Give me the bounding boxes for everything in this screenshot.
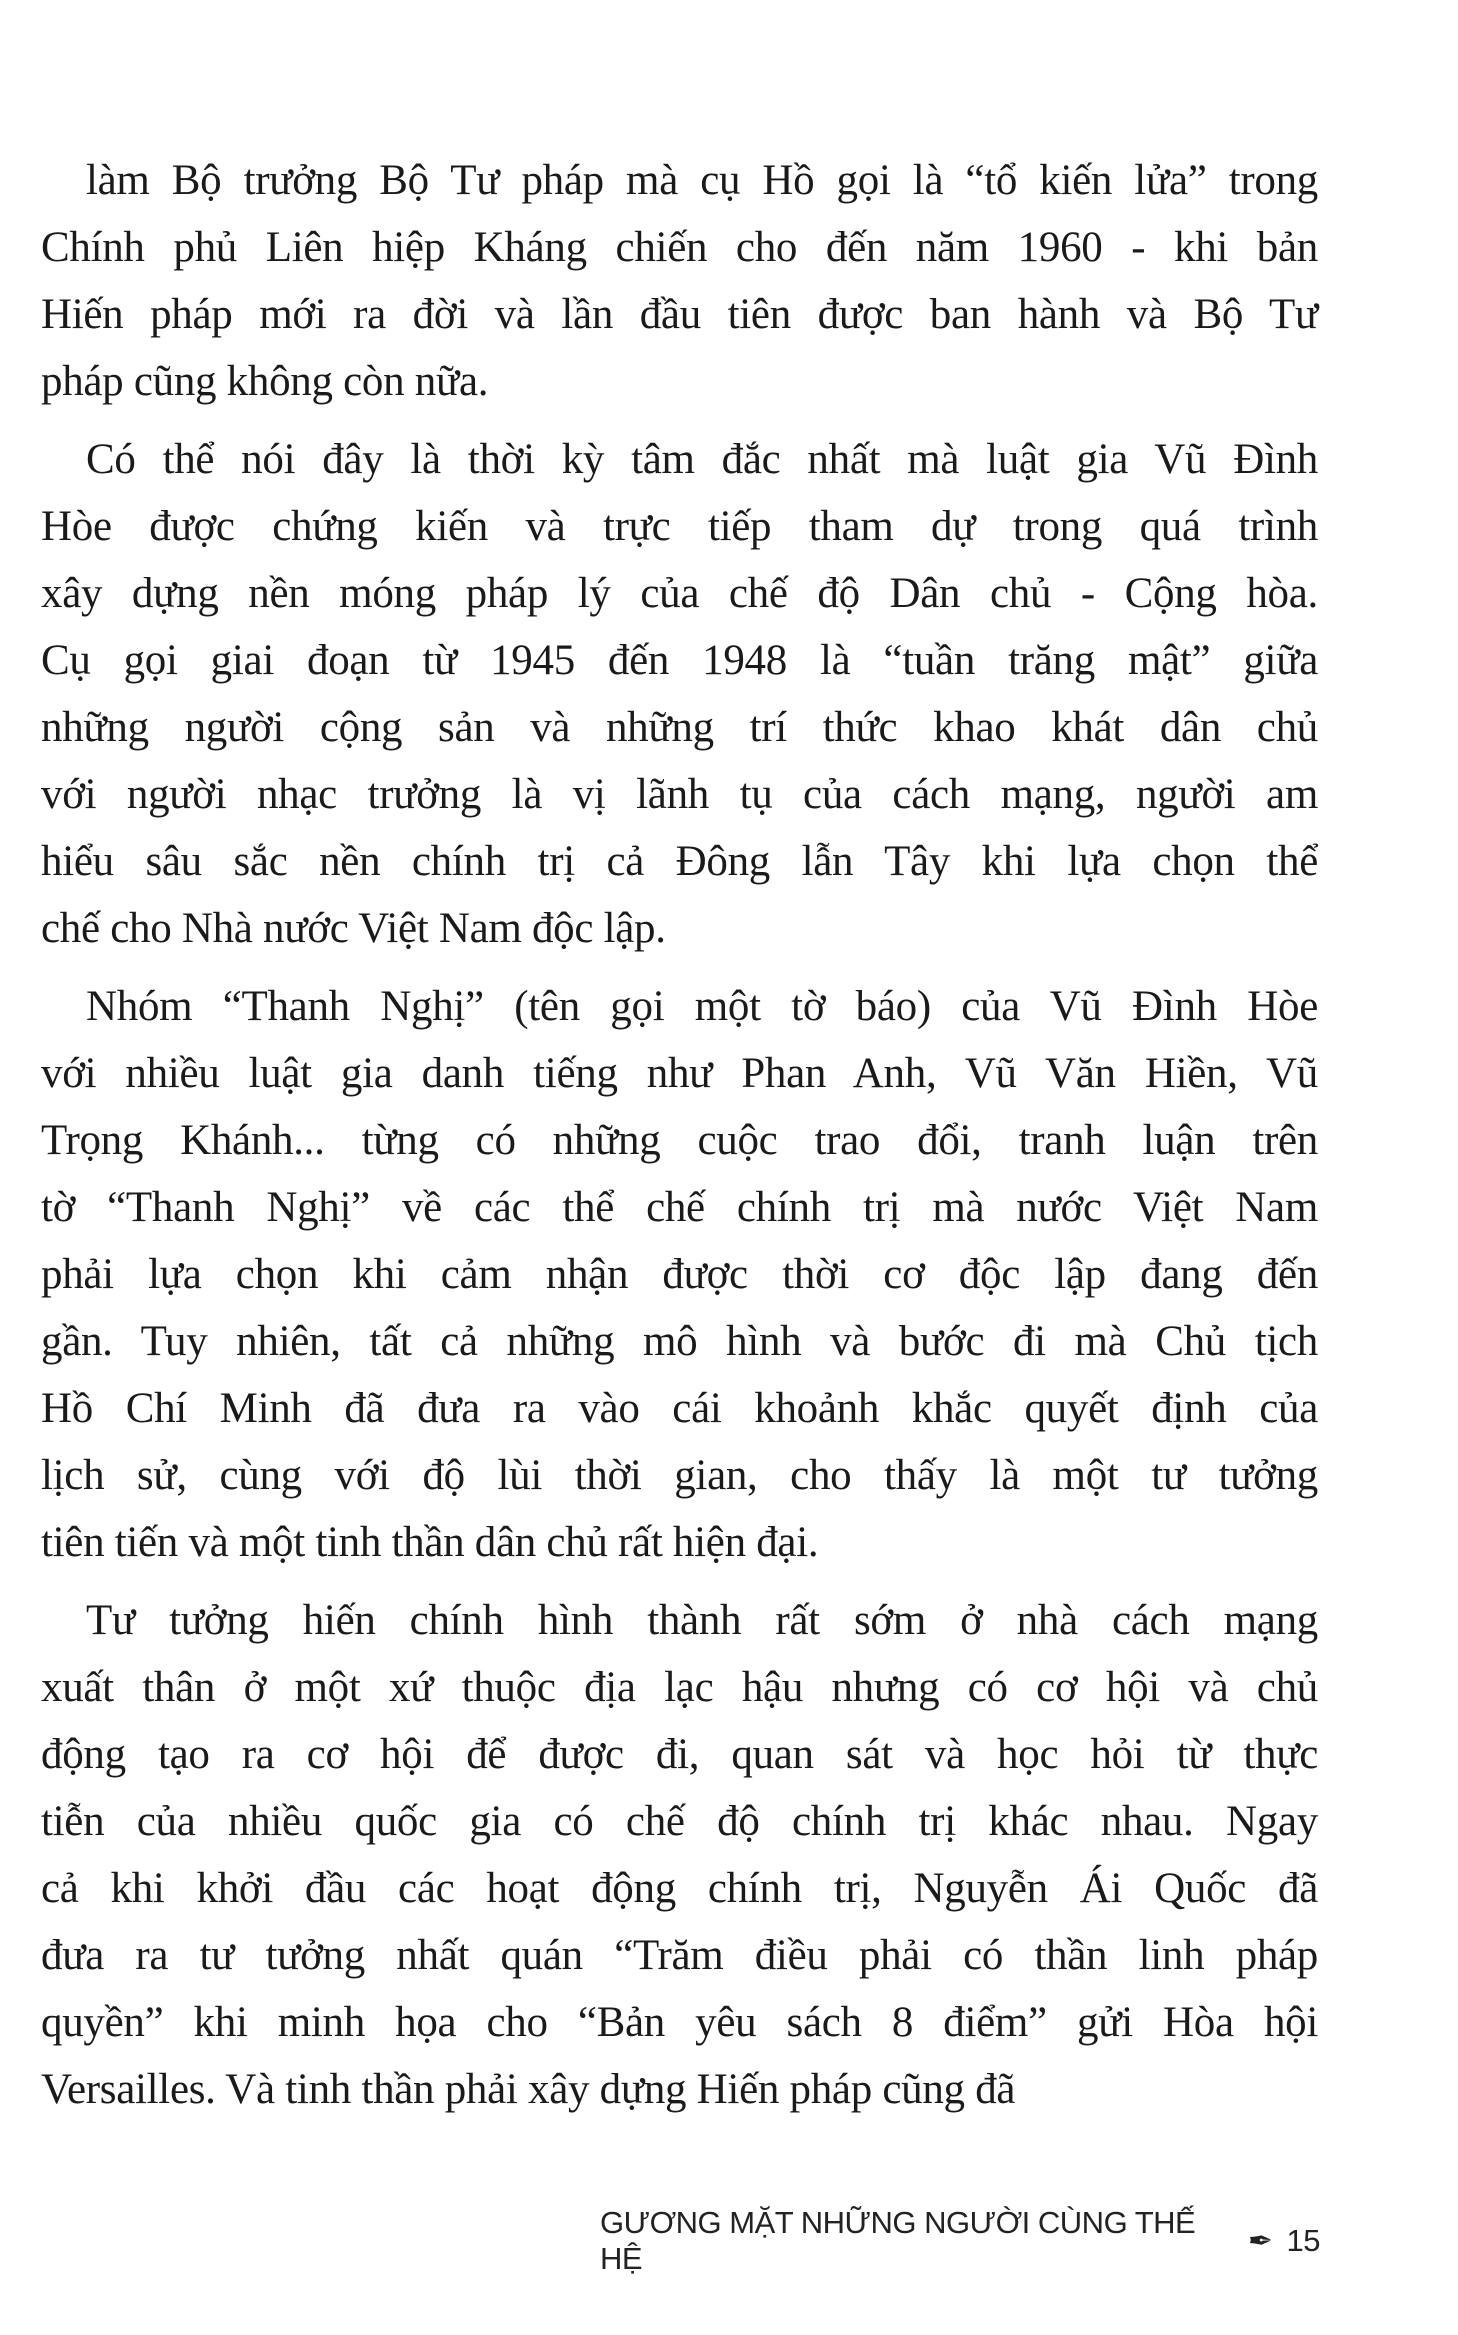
text-line: xuất thân ở một xứ thuộc địa lạc hậu nhưng có cơ hội và chủ [41, 1664, 1318, 1711]
text-line: Nhóm “Thanh Nghị” (tên gọi một tờ báo) của Vũ Đình Hòe [86, 983, 1318, 1030]
text-line: lịch sử, cùng với độ lùi thời gian, cho thấy là một tư tưởng [41, 1452, 1318, 1499]
text-line: pháp cũng không còn nữa. [41, 358, 489, 405]
paragraph [41, 1587, 1318, 2123]
text-line: Trọng Khánh... từng có những cuộc trao đổi, tranh luận trên [41, 1117, 1318, 1164]
text-line: tiên tiến và một tinh thần dân chủ rất hiện đại. [41, 1519, 819, 1566]
page-body [41, 147, 1318, 2134]
paragraph [41, 426, 1318, 962]
text-line: Chính phủ Liên hiệp Kháng chiến cho đến năm 1960 - khi bản [41, 224, 1318, 271]
text-line: với nhiều luật gia danh tiếng như Phan Anh, Vũ Văn Hiền, Vũ [41, 1050, 1318, 1097]
paragraph [41, 147, 1318, 415]
text-line: gần. Tuy nhiên, tất cả những mô hình và bước đi mà Chủ tịch [41, 1318, 1318, 1365]
text-line: cả khi khởi đầu các hoạt động chính trị, Nguyễn Ái Quốc đã [41, 1865, 1318, 1912]
page-number: 15 [1286, 2223, 1320, 2258]
running-title: GƯƠNG MẶT NHỮNG NGƯỜI CÙNG THẾ HỆ [600, 2205, 1196, 2276]
text-line: hiểu sâu sắc nền chính trị cả Đông lẫn Tây khi lựa chọn thể [41, 838, 1318, 885]
page-footer [600, 2205, 1320, 2277]
text-line: Có thể nói đây là thời kỳ tâm đắc nhất mà luật gia Vũ Đình [86, 436, 1318, 483]
text-line: những người cộng sản và những trí thức khao khát dân chủ [41, 704, 1318, 751]
text-line: quyền” khi minh họa cho “Bản yêu sách 8 điểm” gửi Hòa hội [41, 1999, 1318, 2046]
text-line: tiễn của nhiều quốc gia có chế độ chính trị khác nhau. Ngay [41, 1798, 1318, 1845]
paragraph [41, 973, 1318, 1576]
text-line: Cụ gọi giai đoạn từ 1945 đến 1948 là “tuần trăng mật” giữa [41, 637, 1318, 684]
text-line: phải lựa chọn khi cảm nhận được thời cơ độc lập đang đến [41, 1251, 1318, 1298]
text-line: tờ “Thanh Nghị” về các thể chế chính trị mà nước Việt Nam [41, 1184, 1318, 1231]
text-line: xây dựng nền móng pháp lý của chế độ Dân chủ - Cộng hòa. [41, 570, 1318, 617]
text-line: động tạo ra cơ hội để được đi, quan sát và học hỏi từ thực [41, 1731, 1318, 1778]
text-line: với người nhạc trưởng là vị lãnh tụ của cách mạng, người am [41, 771, 1318, 818]
text-line: Hồ Chí Minh đã đưa ra vào cái khoảnh khắc quyết định của [41, 1385, 1318, 1432]
text-line: làm Bộ trưởng Bộ Tư pháp mà cụ Hồ gọi là “tổ kiến lửa” trong [86, 157, 1318, 204]
text-line: đưa ra tư tưởng nhất quán “Trăm điều phải có thần linh pháp [41, 1932, 1318, 1979]
text-line: Versailles. Và tinh thần phải xây dựng Hiến pháp cũng đã [41, 2066, 1016, 2113]
text-line: chế cho Nhà nước Việt Nam độc lập. [41, 905, 666, 952]
text-line: Hòe được chứng kiến và trực tiếp tham dự trong quá trình [41, 503, 1318, 550]
text-line: Hiến pháp mới ra đời và lần đầu tiên được ban hành và Bộ Tư [41, 291, 1318, 338]
pen-nib-icon: ✒ [1247, 2224, 1273, 2258]
text-line: Tư tưởng hiến chính hình thành rất sớm ở nhà cách mạng [86, 1597, 1318, 1644]
